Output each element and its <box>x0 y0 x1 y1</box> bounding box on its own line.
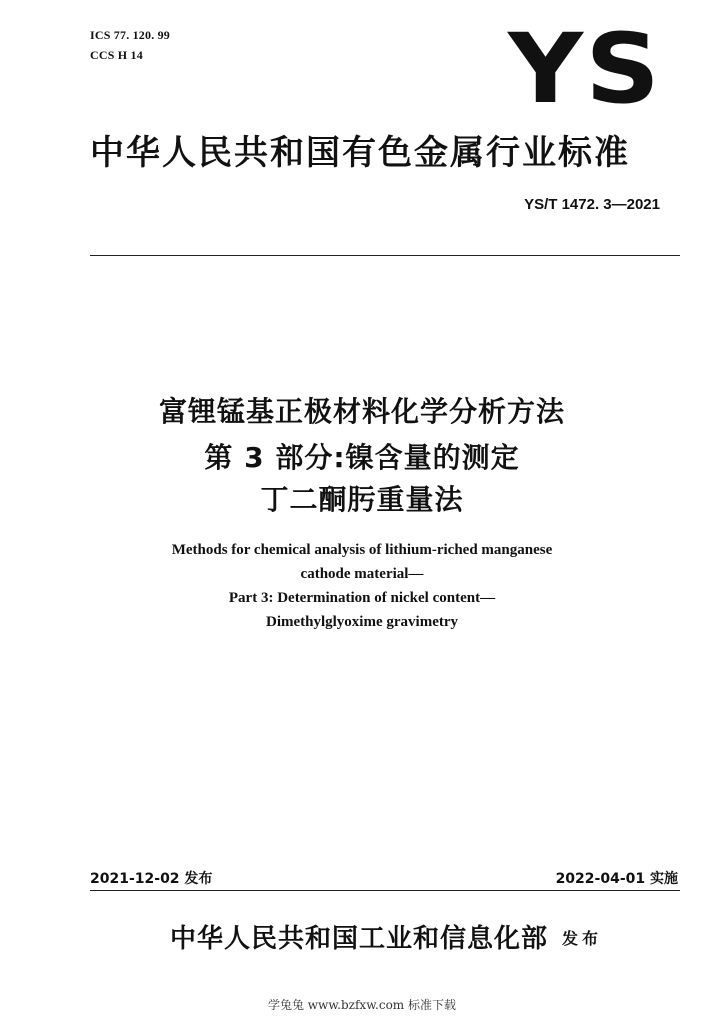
title-cn-line-1: 富锂锰基正极材料化学分析方法 <box>158 395 565 428</box>
title-en-line-4: Dimethylglyoxime gravimetry <box>265 614 459 630</box>
bottom-divider <box>90 890 680 891</box>
title-cn-line-2: 第 3 部分:镍含量的测定 <box>204 441 520 474</box>
top-divider <box>90 255 680 256</box>
watermark-link[interactable]: 学兔兔 www.bzfxw.com 标准下载 <box>267 998 457 1012</box>
title-en-line-3: Part 3: Determination of nickel content— <box>228 590 496 606</box>
implementation-date: 2022-04-01 实施 <box>555 871 678 887</box>
issuer-action: 发布 <box>562 929 603 948</box>
ccs-code: CCS H 14 <box>90 48 143 62</box>
ys-logo: YS <box>508 13 663 125</box>
ics-code: ICS 77. 120. 99 <box>90 28 171 42</box>
standard-number: YS/T 1472. 3—2021 <box>524 196 660 213</box>
organization-title: 中华人民共和国有色金属行业标准 <box>90 133 630 173</box>
issue-date: 2021-12-02 发布 <box>90 871 213 887</box>
title-cn-line-3: 丁二酮肟重量法 <box>260 483 464 516</box>
issuer-name: 中华人民共和国工业和信息化部 <box>170 924 549 954</box>
title-en-line-1: Methods for chemical analysis of lithium-riched manganese <box>171 542 553 558</box>
title-en-line-2: cathode material— <box>300 566 424 582</box>
